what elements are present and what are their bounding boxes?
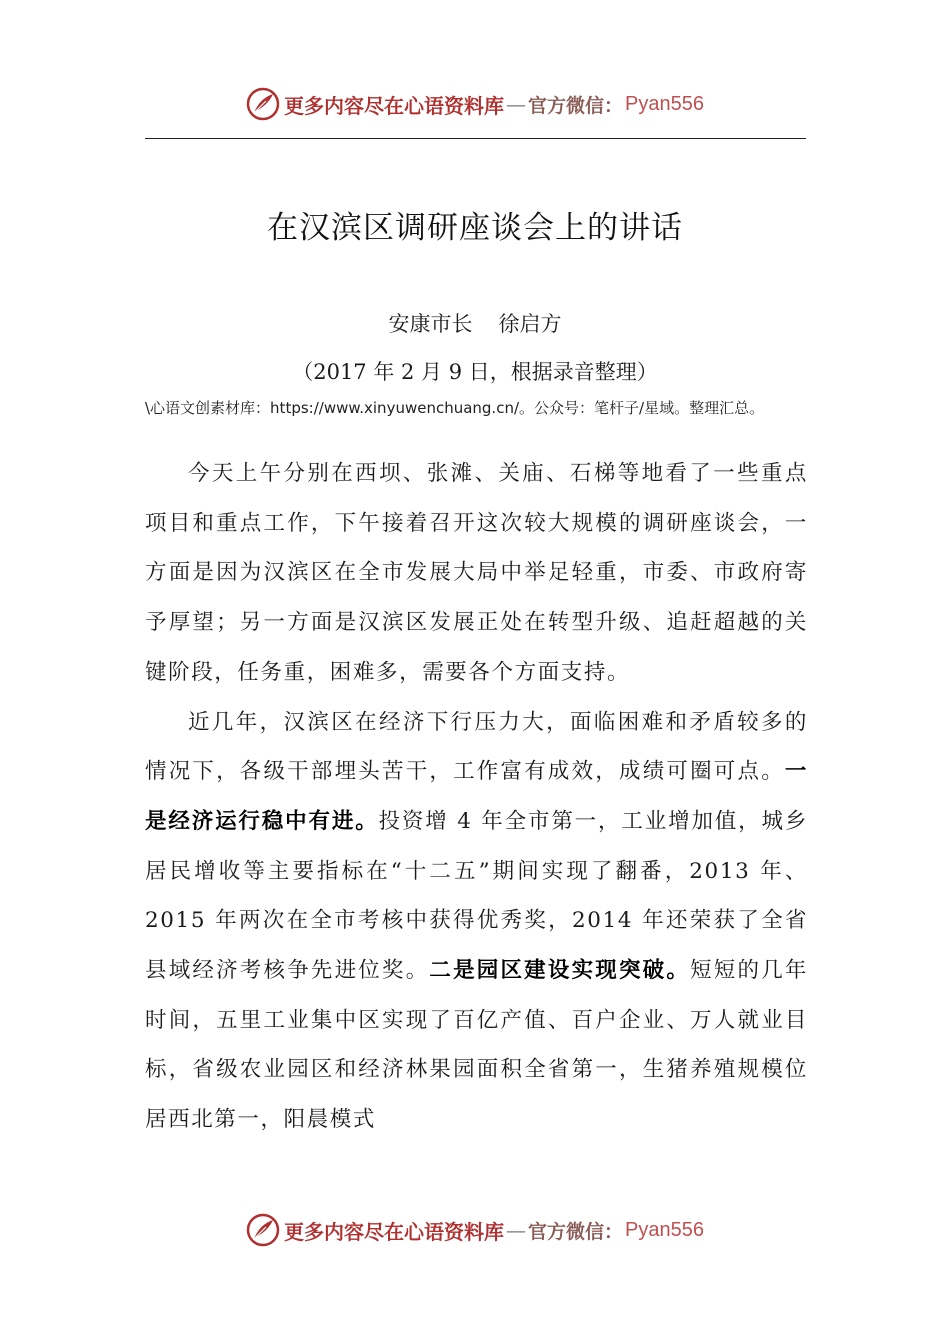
- banner-main-text: 更多内容尽在心语资料库: [284, 1219, 504, 1244]
- quill-logo-icon: [246, 87, 280, 121]
- footer-banner: [0, 1210, 950, 1250]
- paragraph-text: 近几年，汉滨区在经济下行压力大，面临困难和矛盾较多的情况下，各级干部埋头苦干，工作富有成效，成绩可圈可点。: [145, 709, 808, 785]
- header-divider: [145, 138, 806, 139]
- source-note: \心语文创素材库：https://www.xinyuwenchuang.cn/。公众号：笔杆子/星域。整理汇总。: [145, 399, 765, 417]
- byline-name: 徐启方: [498, 312, 562, 336]
- bold-heading: 一是经济运行稳中有进。: [145, 759, 808, 834]
- header-banner: [0, 84, 950, 124]
- document-body: [145, 449, 808, 1145]
- banner-separator: —: [506, 1218, 526, 1242]
- byline-role: 安康市长: [388, 312, 473, 336]
- bold-heading: 二是园区建设实现突破。: [429, 958, 691, 984]
- banner-separator: —: [506, 92, 526, 116]
- banner-wechat-id: Pyan556: [625, 1218, 704, 1241]
- paragraph: 今天上午分别在西坝、张滩、关庙、石梯等地看了一些重点项目和重点工作，下午接着召开这次较大规模的调研座谈会，一方面是因为汉滨区在全市发展大局中举足轻重，市委、市政府寄予厚望；另一方面是汉滨区发展正处在转型升级、追赶超越的关键阶段，任务重，困难多，需要各个方面支持。: [145, 461, 808, 685]
- byline: [0, 308, 950, 338]
- paragraph: [145, 698, 808, 1145]
- paragraph-text: 投资增 4 年全市第一，工业增加值，城乡居民增收等主要指标在“十二五”期间实现了翻番，2013 年、2015 年两次在全市考核中获得优秀奖，2014 年还荣获了全省县域经济考核争先进位奖。: [145, 808, 808, 984]
- page-title: 在汉滨区调研座谈会上的讲话: [267, 210, 683, 246]
- dateline: （2017 年 2 月 9 日，根据录音整理）: [292, 360, 658, 384]
- paragraph-text: 短短的几年时间，五里工业集中区实现了百亿产值、百户企业、万人就业目标，省级农业园区和经济林果园面积全省第一，生猪养殖规模位居西北第一，阳晨模式: [145, 958, 808, 1133]
- banner-wechat-label: 官方微信：: [528, 1220, 624, 1243]
- banner-wechat-label: 官方微信：: [528, 94, 624, 117]
- quill-logo-icon: [246, 1213, 280, 1247]
- banner-wechat-id: Pyan556: [625, 92, 704, 115]
- banner-main-text: 更多内容尽在心语资料库: [284, 93, 504, 118]
